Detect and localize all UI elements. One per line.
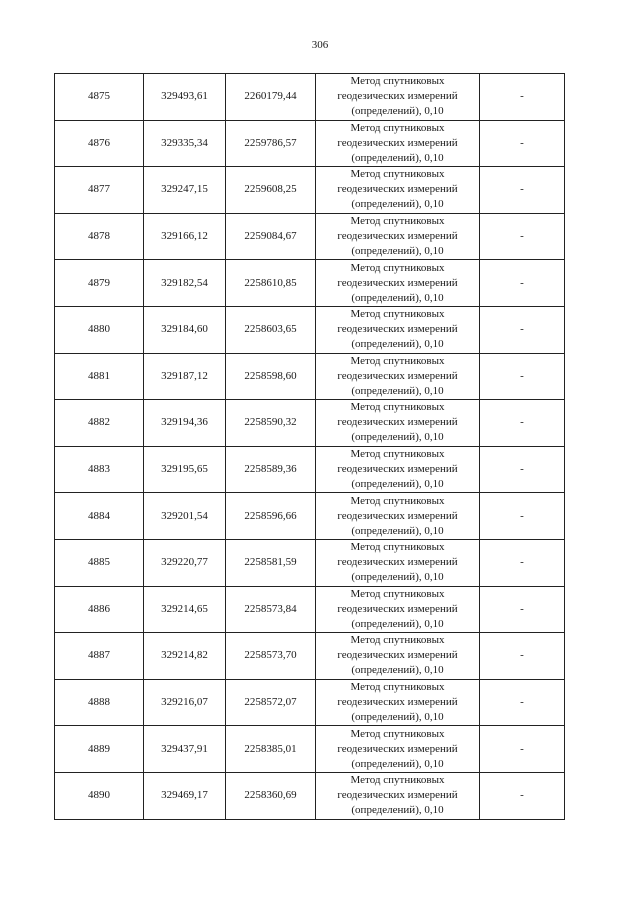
table-row [55, 539, 565, 586]
point-number-cell: 4887 [55, 633, 144, 680]
method-line: геодезических измерений [337, 416, 458, 429]
method-cell [316, 167, 480, 214]
method-line: (определений), 0,10 [351, 524, 444, 537]
description-cell: - [480, 120, 565, 167]
method-line: (определений), 0,10 [351, 757, 444, 770]
point-number-cell: 4879 [55, 260, 144, 307]
method-cell [316, 74, 480, 121]
description-cell: - [480, 633, 565, 680]
coordinate-x-cell: 329214,82 [144, 633, 226, 680]
method-line: геодезических измерений [337, 463, 458, 476]
table-row [55, 726, 565, 773]
point-number-cell: 4883 [55, 446, 144, 493]
method-line: (определений), 0,10 [351, 338, 444, 351]
method-line: Метод спутниковых [350, 75, 445, 88]
method-line: геодезических измерений [337, 509, 458, 522]
method-line: Метод спутниковых [350, 681, 445, 694]
method-line: (определений), 0,10 [351, 151, 444, 164]
method-line: Метод спутниковых [350, 215, 445, 228]
method-cell [316, 586, 480, 633]
table-row [55, 679, 565, 726]
point-number-cell: 4886 [55, 586, 144, 633]
description-cell: - [480, 446, 565, 493]
coordinate-x-cell: 329166,12 [144, 213, 226, 260]
method-line: (определений), 0,10 [351, 571, 444, 584]
method-line: (определений), 0,10 [351, 804, 444, 817]
table-row [55, 306, 565, 353]
method-cell [316, 306, 480, 353]
method-line: геодезических измерений [337, 369, 458, 382]
method-line: геодезических измерений [337, 90, 458, 103]
method-line: геодезических измерений [337, 742, 458, 755]
method-line: геодезических измерений [337, 136, 458, 149]
description-cell: - [480, 260, 565, 307]
method-line: Метод спутниковых [350, 774, 445, 787]
coordinate-y-cell: 2259084,67 [226, 213, 316, 260]
point-number-cell: 4889 [55, 726, 144, 773]
description-cell: - [480, 74, 565, 121]
coordinate-y-cell: 2258590,32 [226, 400, 316, 447]
method-cell [316, 679, 480, 726]
method-line: Метод спутниковых [350, 308, 445, 321]
method-line: (определений), 0,10 [351, 617, 444, 630]
point-number-cell: 4876 [55, 120, 144, 167]
method-line: геодезических измерений [337, 230, 458, 243]
coordinate-y-cell: 2258573,84 [226, 586, 316, 633]
description-cell: - [480, 539, 565, 586]
coordinate-x-cell: 329214,65 [144, 586, 226, 633]
table-row [55, 586, 565, 633]
coordinate-y-cell: 2258572,07 [226, 679, 316, 726]
coordinates-table-body [55, 74, 565, 820]
coordinate-x-cell: 329216,07 [144, 679, 226, 726]
method-line: (определений), 0,10 [351, 384, 444, 397]
table-row [55, 772, 565, 819]
coordinates-table [54, 73, 565, 820]
point-number-cell: 4877 [55, 167, 144, 214]
method-line: геодезических измерений [337, 276, 458, 289]
table-row [55, 260, 565, 307]
coordinate-x-cell: 329469,17 [144, 772, 226, 819]
method-line: Метод спутниковых [350, 168, 445, 181]
table-row [55, 74, 565, 121]
method-line: геодезических измерений [337, 696, 458, 709]
method-line: (определений), 0,10 [351, 291, 444, 304]
coordinate-x-cell: 329184,60 [144, 306, 226, 353]
coordinate-y-cell: 2259608,25 [226, 167, 316, 214]
method-line: геодезических измерений [337, 602, 458, 615]
method-line: Метод спутниковых [350, 448, 445, 461]
method-line: геодезических измерений [337, 556, 458, 569]
method-cell [316, 772, 480, 819]
description-cell: - [480, 167, 565, 214]
method-line: (определений), 0,10 [351, 245, 444, 258]
coordinate-y-cell: 2258610,85 [226, 260, 316, 307]
table-row [55, 120, 565, 167]
point-number-cell: 4880 [55, 306, 144, 353]
coordinate-y-cell: 2260179,44 [226, 74, 316, 121]
table-row [55, 353, 565, 400]
description-cell: - [480, 400, 565, 447]
method-cell [316, 260, 480, 307]
method-line: Метод спутниковых [350, 354, 445, 367]
coordinate-x-cell: 329187,12 [144, 353, 226, 400]
coordinate-x-cell: 329437,91 [144, 726, 226, 773]
method-line: геодезических измерений [337, 789, 458, 802]
method-line: Метод спутниковых [350, 634, 445, 647]
description-cell: - [480, 353, 565, 400]
method-line: Метод спутниковых [350, 261, 445, 274]
method-line: Метод спутниковых [350, 541, 445, 554]
point-number-cell: 4878 [55, 213, 144, 260]
method-cell [316, 446, 480, 493]
table-row [55, 493, 565, 540]
coordinate-x-cell: 329201,54 [144, 493, 226, 540]
method-line: (определений), 0,10 [351, 105, 444, 118]
method-cell [316, 353, 480, 400]
method-cell [316, 633, 480, 680]
coordinate-y-cell: 2258360,69 [226, 772, 316, 819]
description-cell: - [480, 772, 565, 819]
method-line: геодезических измерений [337, 649, 458, 662]
point-number-cell: 4888 [55, 679, 144, 726]
coordinate-x-cell: 329335,34 [144, 120, 226, 167]
table-row [55, 633, 565, 680]
method-line: Метод спутниковых [350, 587, 445, 600]
method-line: Метод спутниковых [350, 727, 445, 740]
method-line: Метод спутниковых [350, 494, 445, 507]
coordinate-x-cell: 329220,77 [144, 539, 226, 586]
description-cell: - [480, 493, 565, 540]
method-line: (определений), 0,10 [351, 431, 444, 444]
method-line: геодезических измерений [337, 183, 458, 196]
method-cell [316, 213, 480, 260]
page-number: 306 [311, 39, 329, 51]
description-cell: - [480, 726, 565, 773]
description-cell: - [480, 306, 565, 353]
method-line: (определений), 0,10 [351, 664, 444, 677]
method-cell [316, 493, 480, 540]
method-line: (определений), 0,10 [351, 478, 444, 491]
method-line: (определений), 0,10 [351, 198, 444, 211]
method-line: Метод спутниковых [350, 121, 445, 134]
point-number-cell: 4875 [55, 74, 144, 121]
table-row [55, 400, 565, 447]
coordinate-x-cell: 329493,61 [144, 74, 226, 121]
method-line: Метод спутниковых [350, 401, 445, 414]
method-cell [316, 400, 480, 447]
point-number-cell: 4881 [55, 353, 144, 400]
coordinate-y-cell: 2258596,66 [226, 493, 316, 540]
table-row [55, 213, 565, 260]
coordinate-y-cell: 2258598,60 [226, 353, 316, 400]
description-cell: - [480, 213, 565, 260]
point-number-cell: 4884 [55, 493, 144, 540]
coordinate-y-cell: 2258573,70 [226, 633, 316, 680]
method-cell [316, 120, 480, 167]
description-cell: - [480, 679, 565, 726]
coordinate-y-cell: 2259786,57 [226, 120, 316, 167]
point-number-cell: 4885 [55, 539, 144, 586]
method-line: (определений), 0,10 [351, 711, 444, 724]
coordinate-x-cell: 329195,65 [144, 446, 226, 493]
coordinate-y-cell: 2258385,01 [226, 726, 316, 773]
point-number-cell: 4890 [55, 772, 144, 819]
coordinate-y-cell: 2258581,59 [226, 539, 316, 586]
coordinate-x-cell: 329182,54 [144, 260, 226, 307]
table-row [55, 446, 565, 493]
coordinate-x-cell: 329194,36 [144, 400, 226, 447]
table-row [55, 167, 565, 214]
coordinate-x-cell: 329247,15 [144, 167, 226, 214]
coordinate-y-cell: 2258589,36 [226, 446, 316, 493]
method-cell [316, 539, 480, 586]
method-line: геодезических измерений [337, 323, 458, 336]
description-cell: - [480, 586, 565, 633]
coordinate-y-cell: 2258603,65 [226, 306, 316, 353]
point-number-cell: 4882 [55, 400, 144, 447]
method-cell [316, 726, 480, 773]
